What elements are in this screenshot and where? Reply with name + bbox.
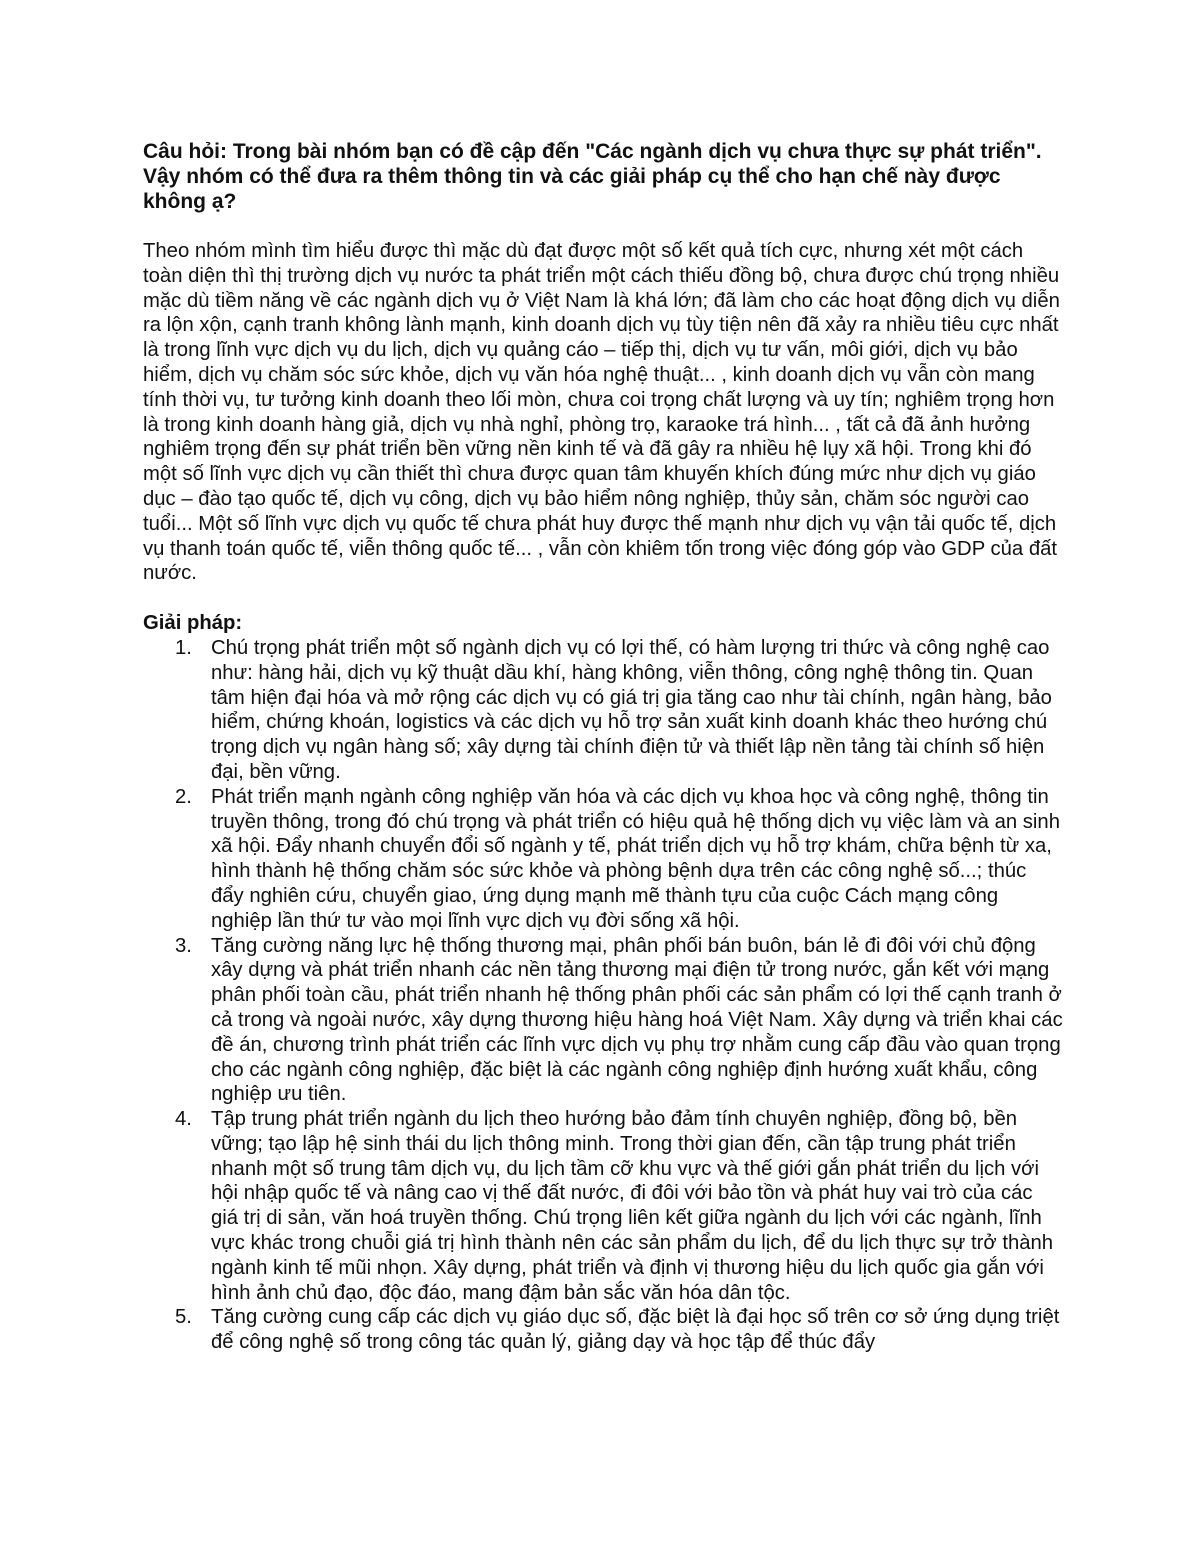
solution-item [143, 1107, 1063, 1305]
question-text: Câu hỏi: Trong bài nhóm bạn có đề cập đến "Các ngành dịch vụ chưa thực sự phát triển". Vậy nhóm có thể đưa ra thêm thông tin và các giải pháp cụ thể cho hạn chế này được không ạ? [143, 140, 1042, 213]
solution-text: Tập trung phát triển ngành du lịch theo hướng bảo đảm tính chuyên nghiệp, đồng bộ, bền vững; tạo lập hệ sinh thái du lịch thông minh. Trong thời gian đến, cần tập trung phát triển nhanh một số trung tâm dịch vụ, du lịch tầm cỡ khu vực và thế giới gắn phát triển du lịch với hội nhập quốc tế và nâng cao vị thế đất nước, đi đôi với bảo tồn và phát huy vai trò của các giá trị di sản, văn hoá truyền thống. Chú trọng liên kết giữa ngành du lịch với các ngành, lĩnh vực khác trong chuỗi giá trị hình thành nên các sản phẩm du lịch, để du lịch thực sự trở thành ngành kinh tế mũi nhọn. Xây dựng, phát triển và định vị thương hiệu du lịch quốc gia gắn với hình ảnh chủ đạo, độc đáo, mang đậm bản sắc văn hóa dân tộc. [211, 1108, 1054, 1304]
document-page [143, 139, 1063, 1355]
solution-number: 3. [175, 934, 192, 957]
solution-item [143, 934, 1063, 1108]
solution-number: 4. [175, 1108, 192, 1131]
solution-item [143, 636, 1063, 785]
solution-number: 2. [175, 785, 192, 808]
solutions-heading: Giải pháp: [143, 612, 243, 635]
solution-number: 1. [175, 636, 192, 659]
answer-paragraph: Theo nhóm mình tìm hiểu được thì mặc dù đạt được một số kết quả tích cực, nhưng xét một cách toàn diện thì thị trường dịch vụ nước ta phát triển một cách thiếu đồng bộ, chưa được chú trọng nhiều mặc dù tiềm năng về các ngành dịch vụ ở Việt Nam là khá lớn; đã làm cho các hoạt động dịch vụ diễn ra lộn xộn, cạnh tranh không lành mạnh, kinh doanh dịch vụ tùy tiện nên đã xảy ra nhiều tiêu cực nhất là trong lĩnh vực dịch vụ du lịch, dịch vụ quảng cáo – tiếp thị, dịch vụ tư vấn, môi giới, dịch vụ bảo hiểm, dịch vụ chăm sóc sức khỏe, dịch vụ văn hóa nghệ thuật... , kinh doanh dịch vụ vẫn còn mang tính thời vụ, tư tưởng kinh doanh theo lối mòn, chưa coi trọng chất lượng và uy tín; nghiêm trọng hơn là trong kinh doanh hàng giả, dịch vụ nhà nghỉ, phòng trọ, karaoke trá hình... , tất cả đã ảnh hưởng nghiêm trọng đến sự phát triển bền vững nền kinh tế và đã gây ra nhiều hệ lụy xã hội. Trong khi đó một số lĩnh vực dịch vụ cần thiết thì chưa được quan tâm khuyến khích đúng mức như dịch vụ giáo dục – đào tạo quốc tế, dịch vụ công, dịch vụ bảo hiểm nông nghiệp, thủy sản, chăm sóc người cao tuổi... Một số lĩnh vực dịch vụ quốc tế chưa phát huy được thế mạnh như dịch vụ vận tải quốc tế, dịch vụ thanh toán quốc tế, viễn thông quốc tế... , vẫn còn khiêm tốn trong việc đóng góp vào GDP của đất nước. [143, 240, 1060, 585]
solution-text: Tăng cường cung cấp các dịch vụ giáo dục số, đặc biệt là đại học số trên cơ sở ứng dụng triệt để công nghệ số trong công tác quản lý, giảng dạy và học tập để thúc đẩy [211, 1306, 1060, 1354]
solution-item [143, 1305, 1063, 1355]
solution-text: Phát triển mạnh ngành công nghiệp văn hóa và các dịch vụ khoa học và công nghệ, thông tin truyền thông, trong đó chú trọng và phát triển có hiệu quả hệ thống dịch vụ việc làm và an sinh xã hội. Đẩy nhanh chuyển đổi số ngành y tế, phát triển dịch vụ hỗ trợ khám, chữa bệnh từ xa, hình thành hệ thống chăm sóc sức khỏe và phòng bệnh dựa trên các công nghệ số...; thúc đẩy nghiên cứu, chuyển giao, ứng dụng mạnh mẽ thành tựu của cuộc Cách mạng công nghiệp lần thứ tư vào mọi lĩnh vực dịch vụ đời sống xã hội. [211, 785, 1060, 932]
solution-text: Chú trọng phát triển một số ngành dịch vụ có lợi thế, có hàm lượng tri thức và công nghệ cao như: hàng hải, dịch vụ kỹ thuật dầu khí, hàng không, viễn thông, công nghệ thông tin. Quan tâm hiện đại hóa và mở rộng các dịch vụ có giá trị gia tăng cao như tài chính, ngân hàng, bảo hiểm, chứng khoán, logistics và các dịch vụ hỗ trợ sản xuất kinh doanh khác theo hướng chú trọng dịch vụ ngân hàng số; xây dựng tài chính điện tử và thiết lập nền tảng tài chính số hiện đại, bền vững. [211, 636, 1052, 783]
solution-item [143, 785, 1063, 934]
solution-text: Tăng cường năng lực hệ thống thương mại, phân phối bán buôn, bán lẻ đi đôi với chủ động xây dựng và phát triển nhanh các nền tảng thương mại điện tử trong nước, gắn kết với mạng phân phối toàn cầu, phát triển nhanh hệ thống phân phối các sản phẩm có lợi thế cạnh tranh ở cả trong và ngoài nước, xây dựng thương hiệu hàng hoá Việt Nam. Xây dựng và triển khai các đề án, chương trình phát triển các lĩnh vực dịch vụ phụ trợ nhằm cung cấp đầu vào quan trọng cho các ngành công nghiệp, đặc biệt là các ngành công nghiệp định hướng xuất khẩu, công nghiệp ưu tiên. [211, 934, 1063, 1106]
solution-number: 5. [175, 1306, 192, 1329]
solutions-list [143, 636, 1063, 1355]
